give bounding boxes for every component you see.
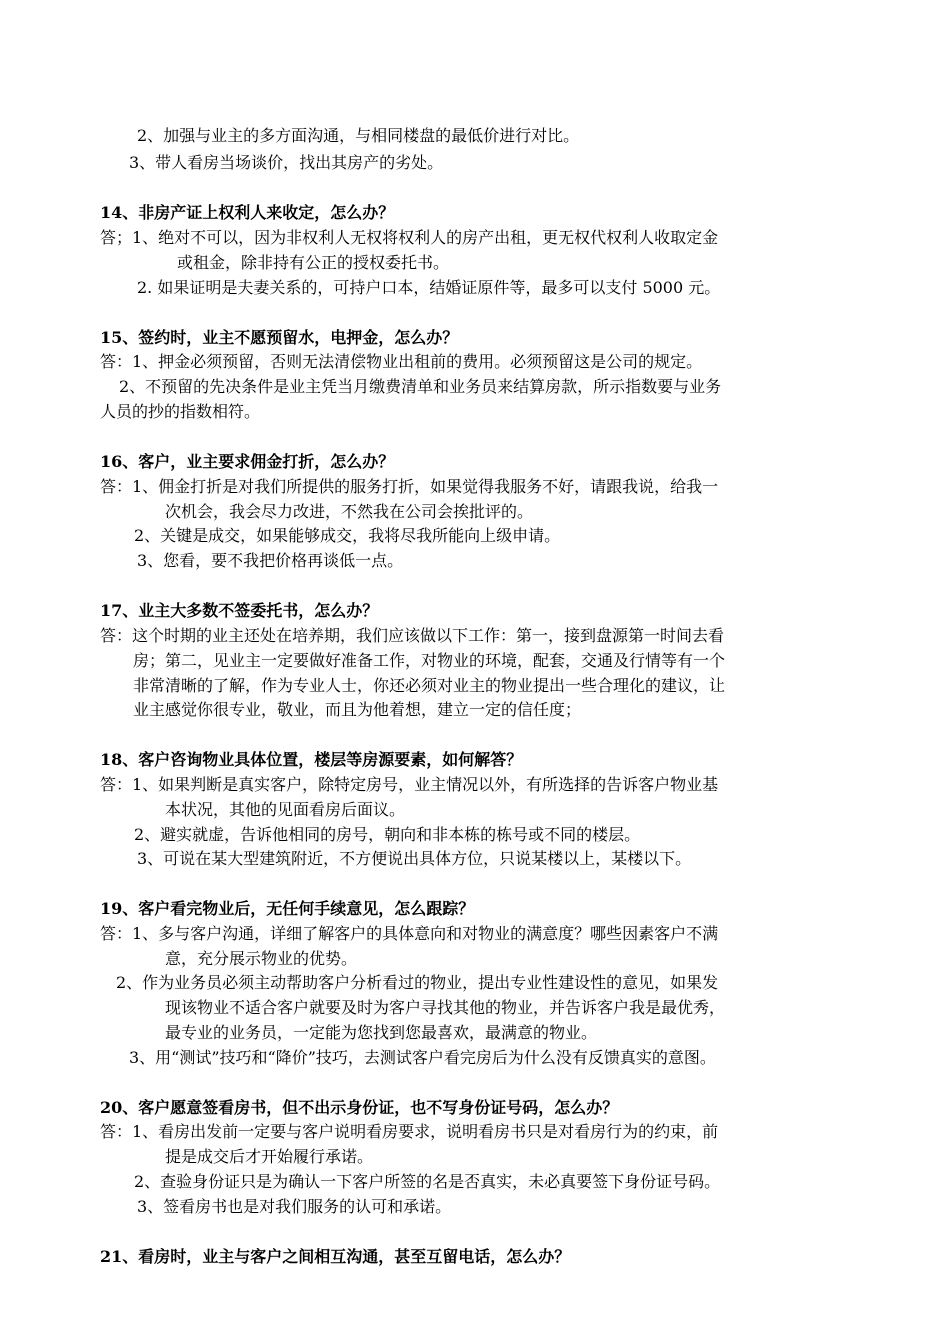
answer-line: 现该物业不适合客户就要及时为客户寻找其他的物业，并告诉客户我是最优秀， xyxy=(165,998,726,1017)
answer-line: 答：1、佣金打折是对我们所提供的服务打折，如果觉得我服务不好，请跟我说，给我一 xyxy=(100,477,719,496)
answer-line: 3、用“测试”技巧和“降价”技巧，去测试客户看完房后为什么没有反馈真实的意图。 xyxy=(129,1048,716,1067)
answer-line: 2、不预留的先决条件是业主凭当月缴费清单和业务员来结算房款，所示指数要与业务 xyxy=(119,377,722,396)
answer-line: 3、您看，要不我把价格再谈低一点。 xyxy=(137,551,404,570)
question-heading-15: 15、签约时，业主不愿预留水，电押金，怎么办？ xyxy=(100,328,459,347)
answer-line: 人员的抄的指数相符。 xyxy=(100,402,261,421)
question-heading-20: 20、客户愿意签看房书，但不出示身份证，也不写身份证号码，怎么办？ xyxy=(100,1098,619,1117)
answer-line: 答：1、押金必须预留，否则无法清偿物业出租前的费用。必须预留这是公司的规定。 xyxy=(100,352,703,371)
answer-line: 2、作为业务员必须主动帮助客户分析看过的物业，提出专业性建设性的意见，如果发 xyxy=(116,973,719,992)
answer-line: 房；第二，见业主一定要做好准备工作，对物业的环境，配套，交通及行情等有一个 xyxy=(133,651,726,670)
question-heading-21: 21、看房时，业主与客户之间相互沟通，甚至互留电话，怎么办？ xyxy=(100,1247,571,1266)
answer-line: 答：1、如果判断是真实客户，除特定房号，业主情况以外，有所选择的告诉客户物业基 xyxy=(100,775,719,794)
question-heading-14: 14、非房产证上权利人来收定，怎么办？ xyxy=(100,203,395,222)
answer-line: 答：1、多与客户沟通，详细了解客户的具体意向和对物业的满意度？哪些因素客户不满 xyxy=(100,924,719,943)
question-heading-17: 17、业主大多数不签委托书，怎么办？ xyxy=(100,601,379,620)
answer-line: 答；1、绝对不可以，因为非权利人无权将权利人的房产出租，更无权代权利人收取定金 xyxy=(100,228,719,247)
answer-line: 2. 如果证明是夫妻关系的，可持户口本，结婚证原件等，最多可以支付 5000 元。 xyxy=(137,278,721,297)
answer-line: 2、避实就虚，告诉他相同的房号，朝向和非本栋的栋号或不同的楼层。 xyxy=(134,825,641,844)
answer-line: 本状况，其他的见面看房后面议。 xyxy=(165,800,406,819)
answer-line: 3、可说在某大型建筑附近，不方便说出具体方位，只说某楼以上，某楼以下。 xyxy=(137,849,692,868)
answer-line: 业主感觉你很专业，敬业，而且为他着想，建立一定的信任度； xyxy=(133,700,582,719)
answer-line: 意，充分展示物业的优势。 xyxy=(165,949,358,968)
answer-line: 2、加强与业主的多方面沟通，与相同楼盘的最低价进行对比。 xyxy=(137,126,580,145)
question-heading-18: 18、客户咨询物业具体位置，楼层等房源要素，如何解答？ xyxy=(100,750,523,769)
answer-line: 非常清晰的了解，作为专业人士，你还必须对业主的物业提出一些合理化的建议，让 xyxy=(133,676,726,695)
question-heading-19: 19、客户看完物业后，无任何手续意见，怎么跟踪？ xyxy=(100,899,475,918)
answer-line: 2、关键是成交，如果能够成交，我将尽我所能向上级申请。 xyxy=(134,526,561,545)
answer-line: 3、签看房书也是对我们服务的认可和承诺。 xyxy=(137,1197,452,1216)
answer-line: 提是成交后才开始履行承诺。 xyxy=(165,1147,374,1166)
answer-line: 次机会，我会尽力改进，不然我在公司会挨批评的。 xyxy=(165,502,534,521)
answer-line: 或租金，除非持有公正的授权委托书。 xyxy=(177,253,450,272)
answer-line: 2、查验身份证只是为确认一下客户所签的名是否真实，未必真要签下身份证号码。 xyxy=(134,1172,721,1191)
answer-line: 答：这个时期的业主还处在培养期，我们应该做以下工作：第一，接到盘源第一时间去看 xyxy=(100,626,725,645)
answer-line: 3、带人看房当场谈价，找出其房产的劣处。 xyxy=(129,153,444,172)
answer-line: 最专业的业务员，一定能为您找到您最喜欢，最满意的物业。 xyxy=(165,1023,598,1042)
question-heading-16: 16、客户，业主要求佣金打折，怎么办？ xyxy=(100,452,395,471)
answer-line: 答：1、看房出发前一定要与客户说明看房要求，说明看房书只是对看房行为的约束，前 xyxy=(100,1122,719,1141)
